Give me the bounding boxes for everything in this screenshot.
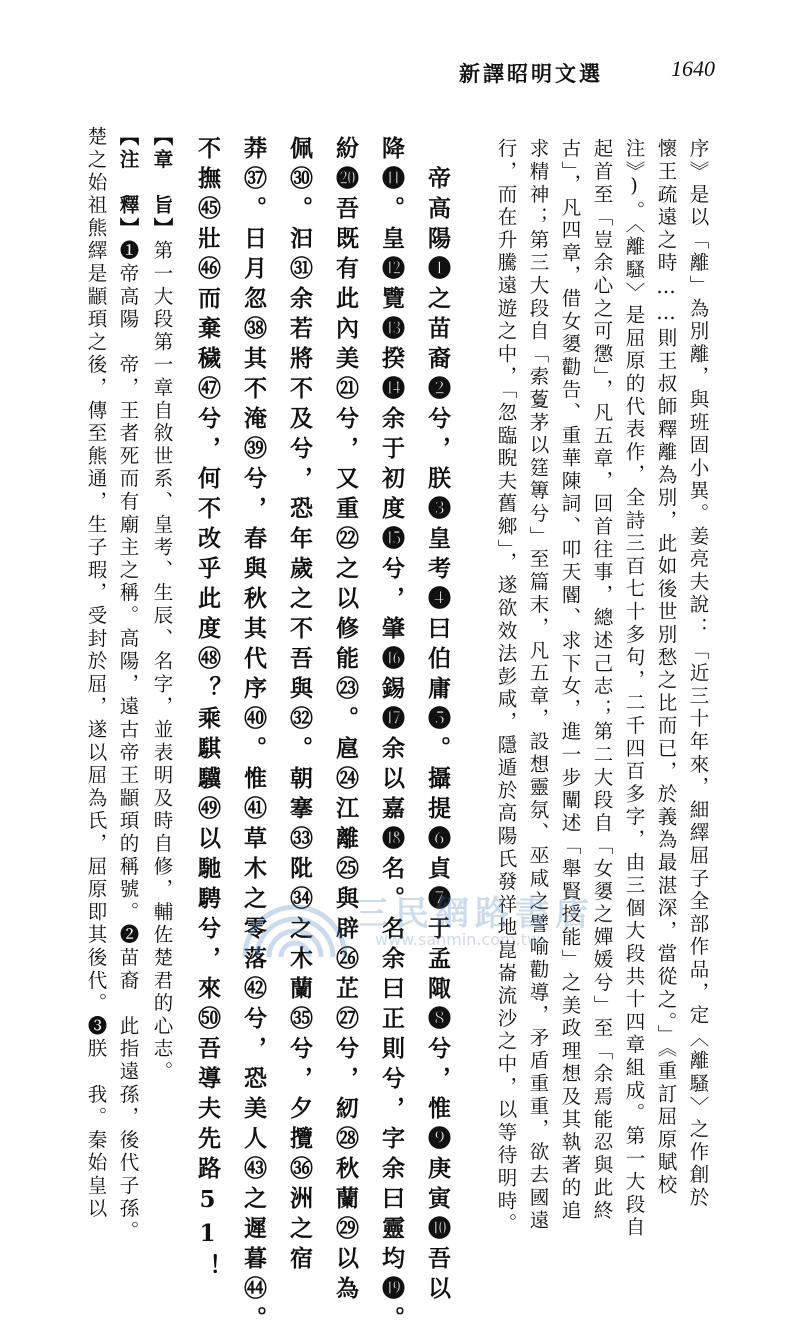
prose-column-7: 行，而在升騰遠遊之中，「忽臨睨夫舊鄉」，遂欲效法彭咸，隱遁於高陽氏發祥地崑崙流沙之中，以等待明時。 [494,138,518,1236]
page-header [395,52,715,96]
prose-column-2: 懷王疏遠之時……則王叔師釋離為別，此如後世別愁之比而已，於義為最湛深，當從之。」《重訂屈原賦校 [654,138,678,1198]
verse-column-1: 帝高陽❶之苗裔❷兮，朕❸皇考❹曰伯庸❺。攝提❻貞❼于孟陬❽兮，惟❾庚寅❿吾以 [424,166,451,1306]
theme-text: 第一大段第一章自敘世系、皇考、生辰、名字，並表明及時自修，輔佐楚君的心志。 [150,240,174,1084]
page-number: 1640 [671,56,715,81]
book-title: 新譯昭明文選 [459,62,603,86]
verse-column-2: 降⓫。皇⓬覽⓭揆⓮余于初度⓯兮，肇⓰錫⓱余以嘉⓲名。名余曰正則兮，字余曰靈均⓳。 [378,136,405,1336]
theme-note [150,126,174,1084]
prose-column-4: 起首至「豈余心之可懲」，凡五章，回首往事，總述己志；第二大段自「女嬃之嬋媛兮」至「余焉能忍與此終 [590,138,614,1223]
publisher-watermark [235,882,595,962]
prose-column-1: 序》是以「離」為別離，與班固小異。姜亮夫說：「近三十年來，細繹屈子全部作品，定〈離騷〉之作創於 [686,138,710,1210]
notes-line-1: ❶帝高陽 帝，王者死而有廟主之稱。高陽，遠古帝王顓頊的稱號。❷苗裔 此指遠孫，後代子孫。 [116,240,140,1244]
verse-column-4: 佩㉚。汩㉛余若將不及兮，恐年歲之不吾與㉜。朝搴㉝阰㉞之木蘭㉟兮，夕攬㊱洲之宿 [286,136,313,1276]
annotation-note-1 [116,126,140,1244]
watermark-name: 三民網路書店 [355,894,595,934]
watermark-arc-logo [235,882,355,962]
prose-column-5: 古」，凡四章，借女嬃勸告、重華陳詞、叩天閽、求下女，進一步闡述「舉賢授能」之美政理想及其執著的追 [558,138,582,1223]
verse-column-6: 不撫㊺壯㊻而棄穢㊼兮，何不改乎此度㊽？乘騏驥㊾以馳騁兮，來㊿吾導夫先路51！ [194,136,221,1284]
verse-column-3: 紛⓴吾既有此內美㉑兮，又重㉒之以修能㉓。扈㉔江離㉕與辟㉖芷㉗兮，紉㉘秋蘭㉙以為 [332,136,359,1306]
notes-tag: 【注 釋】 [116,126,140,240]
theme-tag: 【章 旨】 [150,126,174,240]
prose-column-3: 注》)。〈離騷〉是屈原的代表作，全詩三百七十多句，二千四百多字，由三個大段共十四章組成。第一大段自 [622,138,646,1240]
prose-column-6: 求精神；第三大段自「索藑茅以筳篿兮」至篇末，凡五章，設想靈氛、巫咸之譬喻勸導，矛盾重重，欲去國遠 [526,138,550,1233]
verse-column-5: 莽㊲。日月忽㊳其不淹㊴兮，春與秋其代序㊵。惟㊶草木之零落㊷兮，恐美人㊸之遲暮㊹。 [240,136,267,1336]
watermark-url: www.sanmin.com.tw [375,930,541,949]
annotation-note-2: 楚之始祖熊繹是顓頊之後，傳至熊通，生子瑕，受封於屈，遂以屈為氏，屈原即其後代。❸朕 我。秦始皇以 [84,126,108,1221]
